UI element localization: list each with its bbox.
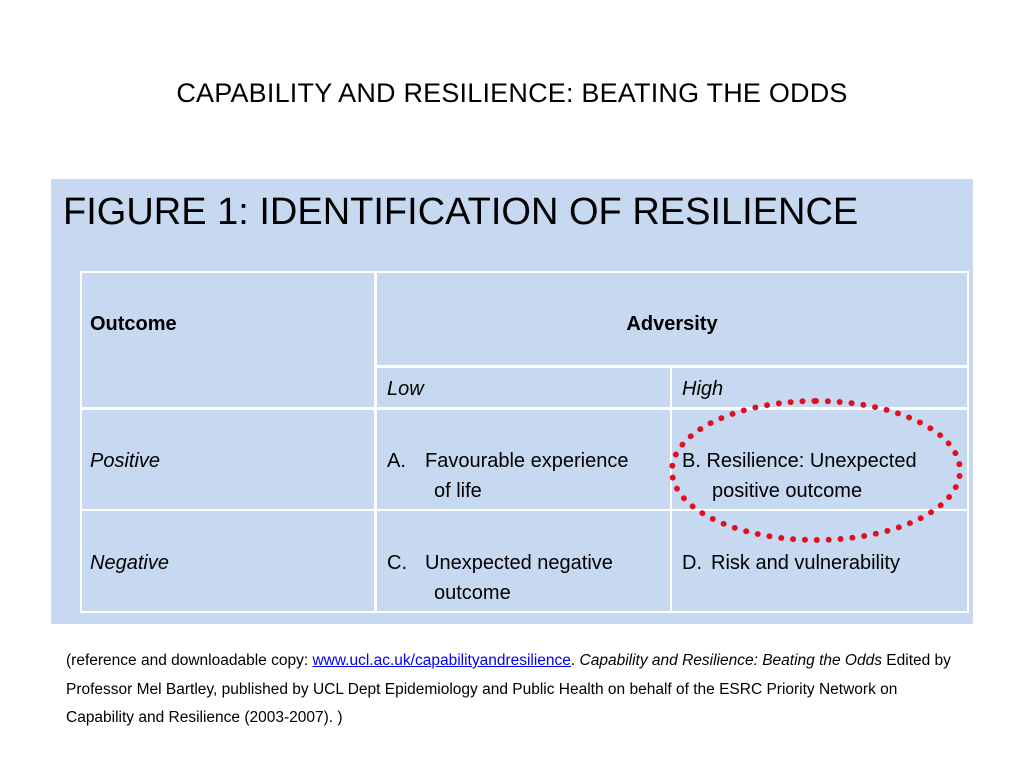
item-text: Favourable experience [425,450,629,472]
low-header: Low [387,378,424,400]
book-title: Capability and Resilience: Beating the Odds [579,652,882,669]
footnote-body: Edited by Professor Mel Bartley, published by UCL Dept Epidemiology and Public Health on behalf of the ESRC Priority Network on Capability and Resilience (2003-2007). ) [66,652,951,726]
cell-risk-vulnerability [672,548,967,578]
cell-favourable-experience [377,446,670,506]
item-continuation: positive outcome [712,480,863,502]
outcome-negative: Negative [90,552,169,574]
slide-title: CAPABILITY AND RESILIENCE: BEATING THE ODDS [176,78,848,108]
table-border-top [80,271,969,273]
footnote-prefix: (reference and downloadable copy: [66,652,313,669]
resilience-highlight-oval [669,398,963,543]
table-divider-adversity [375,365,969,368]
reference-footnote [66,647,966,733]
item-text: B. Resilience: Unexpected [682,450,917,472]
item-letter: A. [387,450,406,472]
item-text: Unexpected negative [425,552,613,574]
figure-title: FIGURE 1: IDENTIFICATION OF RESILIENCE [63,191,859,233]
outcome-positive: Positive [90,450,161,472]
footnote-separator: . [570,652,580,669]
table-border-right [967,271,969,613]
item-letter: C. [387,552,407,574]
item-continuation: outcome [434,582,511,604]
table-border-bottom [80,611,969,613]
reference-link[interactable]: www.ucl.ac.uk/capabilityandresilience [312,652,571,669]
adversity-header: Adversity [626,313,718,335]
item-text: Risk and vulnerability [711,552,900,574]
item-continuation: of life [434,480,482,502]
cell-unexpected-negative [377,548,670,608]
outcome-header: Outcome [90,313,177,335]
high-header: High [682,378,724,400]
item-letter: D. [682,552,702,574]
